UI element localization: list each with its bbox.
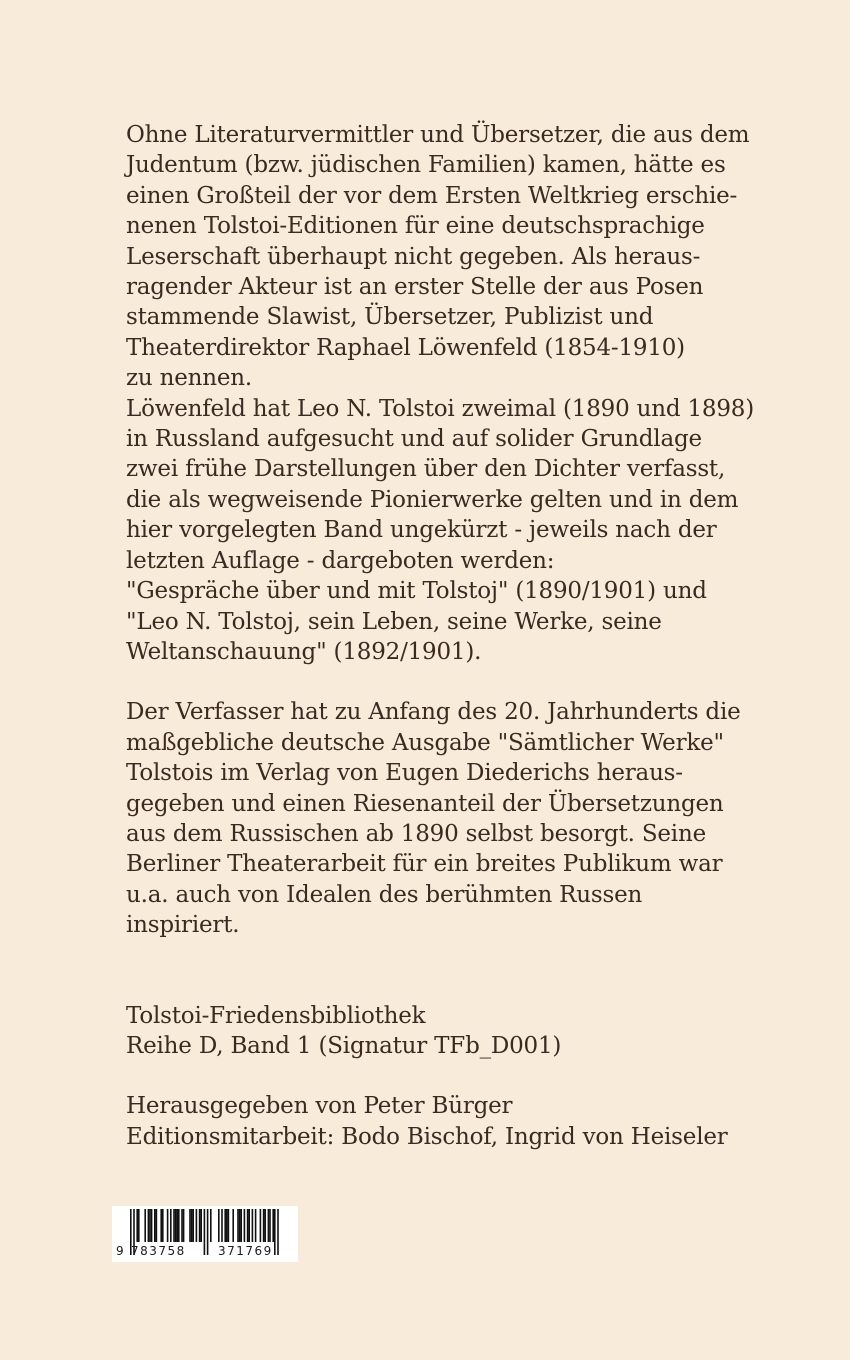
series-info bbox=[126, 1001, 826, 1062]
text-line: aus dem Russischen ab 1890 selbst besorgt. Seine bbox=[126, 820, 706, 847]
text-line: nenen Tolstoi-Editionen für eine deutschsprachige bbox=[126, 213, 705, 240]
text-line: gegeben und einen Riesenanteil der Übersetzungen bbox=[126, 790, 724, 817]
back-cover-text bbox=[126, 120, 826, 1152]
text-line: Berliner Theaterarbeit für ein breites Publikum war bbox=[126, 851, 723, 878]
text-line: ragender Akteur ist an erster Stelle der aus Posen bbox=[126, 274, 704, 301]
barcode-bar bbox=[200, 1209, 202, 1242]
barcode-bar bbox=[144, 1209, 146, 1242]
blurb-paragraph-1 bbox=[126, 120, 826, 667]
barcode-bar bbox=[260, 1209, 262, 1242]
barcode-bar bbox=[224, 1209, 226, 1242]
barcode-bar bbox=[269, 1209, 271, 1242]
isbn-barcode bbox=[112, 1206, 298, 1262]
text-line: maßgebliche deutsche Ausgabe "Sämtlicher Werke" bbox=[126, 729, 724, 756]
text-line: Tolstois im Verlag von Eugen Diederichs heraus- bbox=[126, 760, 683, 787]
barcode-bar bbox=[248, 1209, 250, 1242]
section-spacer bbox=[126, 1061, 826, 1091]
text-line: u.a. auch von Idealen des berühmten Russen bbox=[126, 881, 643, 908]
text-line: Leserschaft überhaupt nicht gegeben. Als heraus- bbox=[126, 243, 701, 270]
barcode-bar bbox=[138, 1209, 140, 1242]
text-line: zu nennen. bbox=[126, 365, 253, 392]
barcode-bar bbox=[239, 1209, 241, 1242]
barcode-bar bbox=[237, 1209, 239, 1242]
barcode-bar bbox=[277, 1209, 279, 1255]
barcode-bar bbox=[191, 1209, 193, 1242]
barcode-bar bbox=[210, 1209, 212, 1242]
barcode-bar bbox=[263, 1209, 265, 1242]
editor-credit: Herausgegeben von Peter Bürger bbox=[126, 1093, 513, 1120]
series-volume: Reihe D, Band 1 (Signatur TFb_D001) bbox=[126, 1032, 562, 1059]
barcode-bar bbox=[264, 1209, 266, 1242]
barcode-bar bbox=[240, 1209, 242, 1242]
collaborators-credit: Editionsmitarbeit: Bodo Bischof, Ingrid von Heiseler bbox=[126, 1123, 728, 1150]
barcode-bar bbox=[244, 1209, 246, 1242]
barcode-bar bbox=[226, 1209, 228, 1242]
barcode-bar bbox=[252, 1209, 254, 1242]
text-line: stammende Slawist, Übersetzer, Publizist und bbox=[126, 304, 654, 331]
barcode-bar bbox=[167, 1209, 169, 1242]
text-line: einen Großteil der vor dem Ersten Weltkrieg erschie- bbox=[126, 182, 738, 209]
series-name: Tolstoi-Friedensbibliothek bbox=[126, 1002, 426, 1029]
barcode-bar bbox=[272, 1209, 274, 1242]
barcode-bar bbox=[232, 1209, 234, 1242]
barcode-bar bbox=[160, 1209, 162, 1242]
barcode-bar bbox=[162, 1209, 164, 1242]
barcode-bar bbox=[149, 1209, 151, 1242]
barcode-bar bbox=[148, 1209, 150, 1242]
barcode-bar bbox=[204, 1209, 206, 1255]
text-line: Theaterdirektor Raphael Löwenfeld (1854-1910) bbox=[126, 334, 685, 361]
text-line: Löwenfeld hat Leo N. Tolstoi zweimal (1890 und 1898) bbox=[126, 395, 755, 422]
barcode-bar bbox=[181, 1209, 183, 1242]
isbn-lead-digit: 9 bbox=[116, 1244, 124, 1258]
barcode-bar bbox=[268, 1209, 270, 1242]
section-spacer bbox=[126, 941, 826, 1001]
barcode-bar bbox=[136, 1209, 138, 1242]
barcode-bar bbox=[221, 1209, 223, 1242]
credits bbox=[126, 1091, 826, 1152]
barcode-bar bbox=[274, 1209, 276, 1255]
paragraph-spacer bbox=[126, 667, 826, 697]
barcode-bar bbox=[151, 1209, 153, 1242]
text-line: die als wegweisende Pionierwerke gelten und in dem bbox=[126, 486, 739, 513]
blurb-paragraph-2 bbox=[126, 697, 826, 940]
barcode-bar bbox=[154, 1209, 156, 1242]
barcode-bar bbox=[175, 1209, 177, 1242]
barcode-bar bbox=[218, 1209, 220, 1242]
isbn-digit-group-1: 783758 bbox=[131, 1244, 186, 1258]
isbn-digit-group-2: 371769 bbox=[218, 1244, 273, 1258]
text-line: zwei frühe Darstellungen über den Dichter verfasst, bbox=[126, 456, 726, 483]
barcode-bar bbox=[173, 1209, 175, 1242]
barcode-bar bbox=[176, 1209, 178, 1242]
text-line: "Leo N. Tolstoj, sein Leben, seine Werke, seine bbox=[126, 608, 662, 635]
barcode-bar bbox=[156, 1209, 158, 1242]
text-line: inspiriert. bbox=[126, 912, 240, 939]
text-line: Judentum (bzw. jüdischen Familien) kamen, hätte es bbox=[126, 152, 726, 179]
barcode-bar bbox=[189, 1209, 191, 1242]
text-line: letzten Auflage - dargeboten werden: bbox=[126, 547, 555, 574]
barcode-bar bbox=[228, 1209, 230, 1242]
text-line: "Gespräche über und mit Tolstoj" (1890/1901) und bbox=[126, 578, 707, 605]
barcode-bar bbox=[247, 1209, 249, 1242]
text-line: Der Verfasser hat zu Anfang des 20. Jahrhunderts die bbox=[126, 699, 741, 726]
barcode-bar bbox=[192, 1209, 194, 1242]
barcode-bar bbox=[178, 1209, 180, 1242]
text-line: Ohne Literaturvermittler und Übersetzer, die aus dem bbox=[126, 122, 750, 148]
barcode-bar bbox=[170, 1209, 172, 1242]
text-line: in Russland aufgesucht und auf solider Grundlage bbox=[126, 426, 702, 453]
text-line: Weltanschauung" (1892/1901). bbox=[126, 638, 482, 665]
barcode-bar bbox=[255, 1209, 257, 1242]
text-line: hier vorgelegten Band ungekürzt - jeweils nach der bbox=[126, 517, 717, 544]
barcode-bar bbox=[183, 1209, 185, 1242]
barcode-bar bbox=[196, 1209, 198, 1242]
barcode-bar bbox=[199, 1209, 201, 1242]
barcode-bar bbox=[207, 1209, 209, 1255]
